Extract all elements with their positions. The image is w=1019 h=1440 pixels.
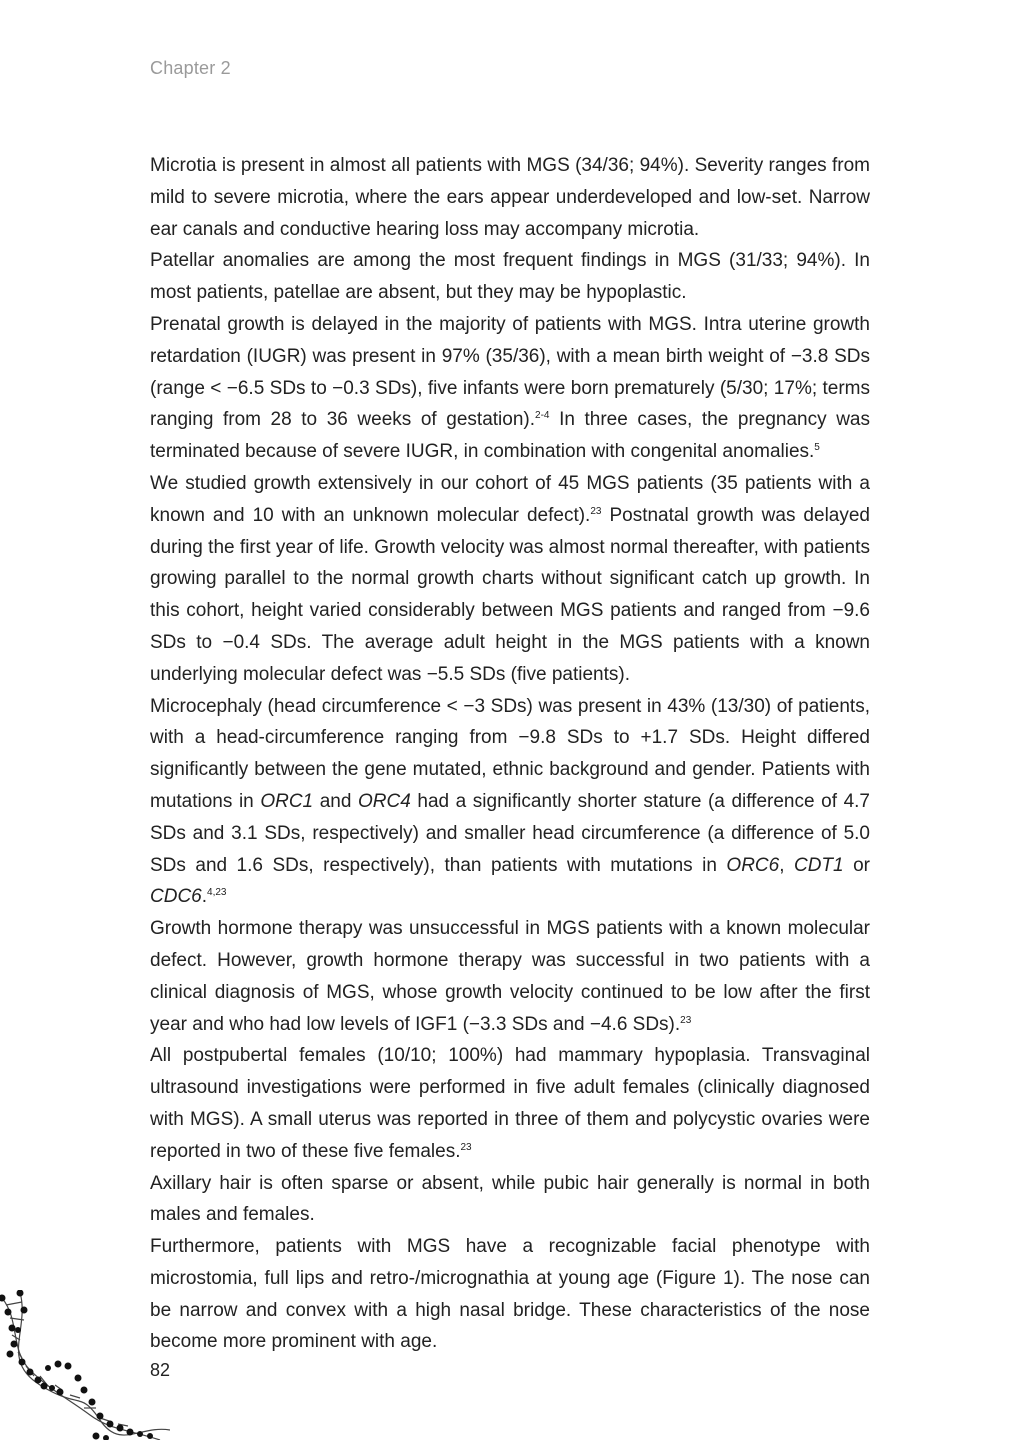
page-number: 82 [150, 1360, 171, 1380]
citation: 23 [460, 1141, 472, 1153]
paragraph-prenatal-growth: Prenatal growth is delayed in the majority of patients with MGS. Intra uterine growth retardation (IUGR) was present in 97% (35/36), with a mean birth weight of −3.8 SDs (range < −6.5 SDs to −0.3 SDs), five infants were born prematurely (5/30; 17%; terms ranging from 28 to 36 weeks of gestation).$^{2-4}$ In three cases, the pregnancy was terminated because of severe IUGR, in combination with congenital anomalies.$^5$ [150, 313, 870, 463]
paragraph-microtia: Microtia is present in almost all patients with MGS (34/36; 94%). Severity ranges from mild to severe microtia, where the ears appear underdeveloped and low-set. Narrow ear canals and conductive hearing loss may accompany microtia. [150, 155, 870, 240]
paragraph-patellar: Patellar anomalies are among the most frequent findings in MGS (31/33; 94%). In most patients, patellae are absent, but they may be hypoplastic. [150, 250, 870, 304]
gene-name: CDC6 [150, 886, 202, 908]
paragraph-facial-phenotype: Furthermore, patients with MGS have a recognizable facial phenotype with microstomia, full lips and retro-/micrognathia at young age (Figure 1). The nose can be narrow and convex with a high nasal bridge. These characteristics of the nose become more prominent with age. [150, 1236, 870, 1353]
citation: 5 [814, 442, 820, 454]
body-text [150, 150, 870, 1358]
gene-name: ORC6 [726, 854, 780, 876]
gene-name: ORC4 [358, 790, 411, 812]
paragraph-growth-hormone: Growth hormone therapy was unsuccessful in MGS patients with a known molecular defect. However, growth hormone therapy was successful in two patients with a clinical diagnosis of MGS, whose growth velocity continued to be low after the first year and who had low levels of IGF1 (−3.3 SDs and −4.6 SDs).$^{23}$ [150, 918, 870, 1035]
dna-helix-decoration [0, 1290, 170, 1440]
paragraph-mammary: All postpubertal females (10/10; 100%) had mammary hypoplasia. Transvaginal ultrasound investigations were performed in five adult females (clinically diagnosed with MGS). A small uterus was reported in three of them and polycystic ovaries were reported in two of these five females.$^{23}$ [150, 1045, 870, 1162]
citation: 2-4 [535, 410, 550, 422]
paragraph-axillary-hair: Axillary hair is often sparse or absent, while pubic hair generally is normal in both males and females. [150, 1172, 870, 1226]
paragraph-microcephaly: Microcephaly (head circumference < −3 SDs) was present in 43% (13/30) of patients, with a head-circumference ranging from −9.8 SDs to +1.7 SDs. Height differed significantly between the gene mutated, ethnic background and gender. Patients with mutations in ORC1 and ORC4 had a significantly shorter stature (a difference of 4.7 SDs and 3.1 SDs, respectively) and smaller head circumference (a difference of 5.0 SDs and 1.6 SDs, respectively), than patients with mutations in ORC6, CDT1 or CDC6.$^{4,23}$ [150, 695, 870, 908]
running-head: Chapter 2 [150, 58, 231, 78]
paragraph-cohort-growth: We studied growth extensively in our cohort of 45 MGS patients (35 patients with a known and 10 with an unknown molecular defect).$^{23}$ Postnatal growth was delayed during the first year of life. Growth velocity was almost normal thereafter, with patients growing parallel to the normal growth charts without significant catch up growth. In this cohort, height varied considerably between MGS patients and ranged from −9.6 SDs to −0.4 SDs. The average adult height in the MGS patients with a known underlying molecular defect was −5.5 SDs (five patients). [150, 472, 870, 685]
gene-name: ORC1 [260, 790, 314, 812]
citation: 23 [680, 1014, 692, 1026]
citation: 23 [590, 505, 602, 517]
gene-name: CDT1 [793, 854, 844, 876]
citation: 4,23 [207, 887, 227, 899]
